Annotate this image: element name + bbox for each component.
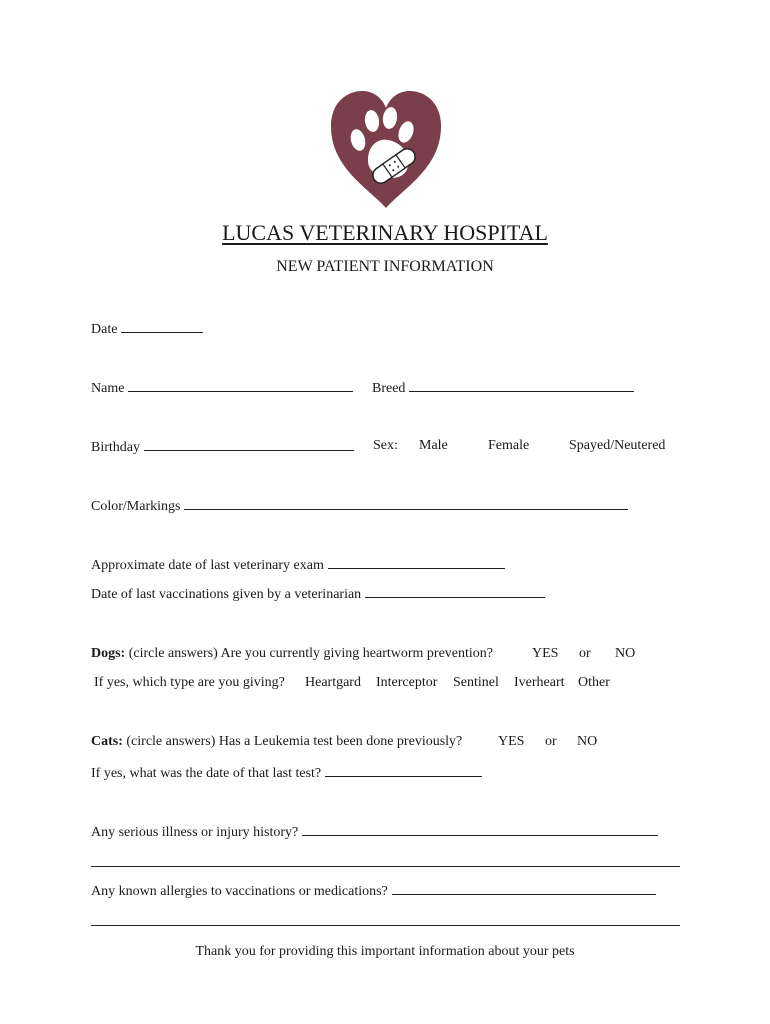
type-iverheart[interactable]: Iverheart [514,675,565,690]
cats-yes-option[interactable]: YES [498,734,525,749]
birthday-label: Birthday [91,440,140,455]
dogs-question [91,646,493,662]
dogs-no-option[interactable]: NO [615,646,636,661]
illness-field[interactable] [302,823,658,836]
allergies-field[interactable] [392,882,656,895]
color-markings-row [91,497,628,515]
color-markings-label: Color/Markings [91,499,181,514]
sex-option-spayed-neutered[interactable]: Spayed/Neutered [569,438,666,453]
last-vaccinations-row [91,585,545,603]
date-label: Date [91,322,118,337]
last-vaccinations-field[interactable] [365,585,545,598]
sex-label: Sex: [373,438,398,453]
illness-label: Any serious illness or injury history? [91,825,299,840]
dogs-label: Dogs: [91,646,126,661]
allergies-label: Any known allergies to vaccinations or medications? [91,884,388,899]
illness-row [91,823,658,841]
cats-followup-label: If yes, what was the date of that last test? [91,766,322,781]
breed-row [372,379,634,397]
thank-you-note: Thank you for providing this important information about your pets [195,944,575,959]
cats-question [91,734,462,750]
cats-or-text: or [545,734,557,749]
breed-label: Breed [372,381,406,396]
dogs-followup-label: If yes, which type are you giving? [94,675,285,690]
cats-question-text: (circle answers) Has a Leukemia test been done previously? [122,734,463,749]
last-exam-row [91,556,505,574]
leukemia-test-date-field[interactable] [325,764,482,777]
hospital-title: LUCAS VETERINARY HOSPITAL [222,220,548,245]
last-vaccinations-label: Date of last vaccinations given by a veterinarian [91,587,362,602]
color-markings-field[interactable] [184,497,628,510]
cats-label: Cats: [91,734,123,749]
breed-field[interactable] [409,379,634,392]
last-exam-label: Approximate date of last veterinary exam [91,558,324,573]
allergies-field-continued[interactable] [91,925,680,926]
illness-field-continued[interactable] [91,866,680,867]
cats-no-option[interactable]: NO [577,734,598,749]
date-row [91,320,203,338]
cats-followup-row [91,764,482,782]
sex-option-female[interactable]: Female [488,438,530,453]
allergies-row [91,882,656,900]
dogs-yes-option[interactable]: YES [532,646,559,661]
type-sentinel[interactable]: Sentinel [453,675,499,690]
name-field[interactable] [128,379,353,392]
last-exam-field[interactable] [328,556,505,569]
birthday-row [91,438,354,456]
type-interceptor[interactable]: Interceptor [376,675,438,690]
form-subtitle: NEW PATIENT INFORMATION [276,258,494,275]
type-other[interactable]: Other [578,675,610,690]
name-label: Name [91,381,125,396]
dogs-question-text: (circle answers) Are you currently giving heartworm prevention? [125,646,493,661]
date-field[interactable] [121,320,203,333]
sex-option-male[interactable]: Male [419,438,448,453]
heart-paw-logo-icon [328,88,444,210]
type-heartgard[interactable]: Heartgard [305,675,361,690]
dogs-or-text: or [579,646,591,661]
name-row [91,379,353,397]
birthday-field[interactable] [144,438,354,451]
